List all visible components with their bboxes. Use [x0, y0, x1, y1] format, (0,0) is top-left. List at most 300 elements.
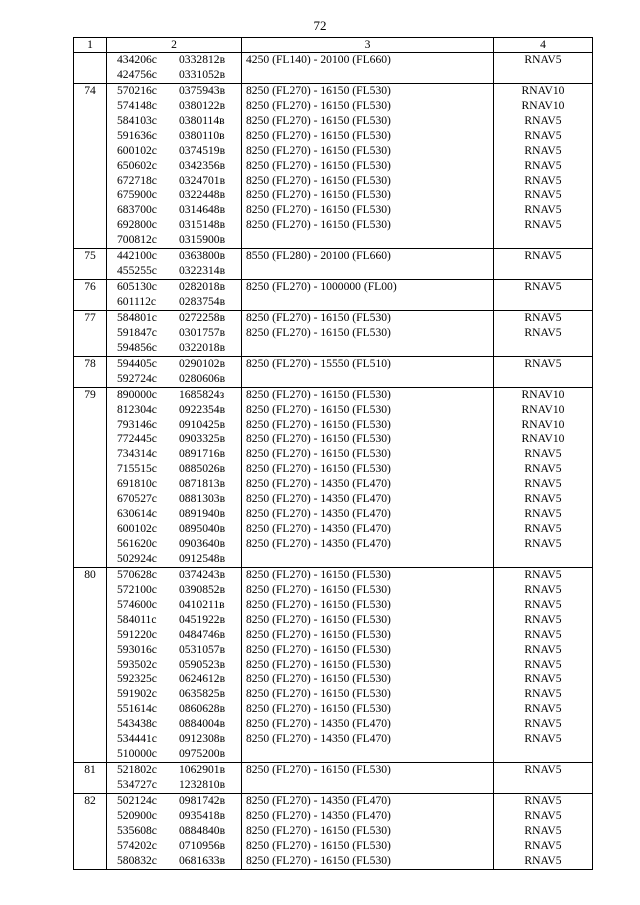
longitude: 0884004в — [179, 717, 226, 731]
longitude: 0903640в — [179, 537, 226, 550]
table-row — [74, 249, 593, 280]
coordinate-line — [117, 598, 241, 613]
flight-level-range: 8250 (FL270) - 16150 (FL530) — [246, 462, 391, 476]
latitude: 521802с — [117, 763, 157, 777]
navigation-spec — [494, 233, 592, 248]
route-number — [74, 53, 106, 68]
coordinate-line — [117, 357, 241, 372]
longitude: 0342356в — [179, 158, 226, 172]
navigation-spec: RNAV5 — [524, 522, 562, 536]
flight-level-range: 8250 (FL270) - 14350 (FL470) — [246, 793, 391, 807]
longitude: 0451922в — [179, 612, 226, 626]
longitude: 0322448в — [179, 188, 226, 202]
longitude: 0710956в — [179, 838, 226, 852]
coordinate-line — [117, 687, 241, 702]
coordinates-cell — [107, 310, 242, 356]
navigation-spec-cell — [494, 763, 593, 794]
flight-level-range — [246, 233, 493, 248]
longitude: 0301757в — [179, 325, 226, 339]
routes-table — [73, 37, 593, 870]
longitude: 0975200в — [179, 747, 226, 761]
navigation-spec: RNAV5 — [524, 507, 562, 521]
latitude: 534727с — [117, 778, 157, 791]
latitude: 434206с — [117, 53, 157, 66]
navigation-spec: RNAV5 — [524, 447, 562, 461]
table-row — [74, 793, 593, 869]
coordinate-line — [117, 613, 241, 628]
flight-level-range — [246, 778, 493, 793]
latitude: 793146с — [117, 417, 157, 431]
latitude: 591636с — [117, 128, 157, 142]
coordinate-line — [117, 129, 241, 144]
coordinate-line — [117, 763, 241, 778]
latitude: 650602с — [117, 158, 157, 172]
longitude: 0884840в — [179, 823, 226, 837]
flight-level-range: 8250 (FL270) - 14350 (FL470) — [246, 522, 391, 536]
coordinate-line — [117, 507, 241, 522]
longitude: 0282018в — [179, 280, 226, 294]
latitude: 584103с — [117, 113, 157, 127]
route-number: 82 — [84, 793, 96, 807]
coordinate-line — [117, 249, 241, 264]
longitude: 0935418в — [179, 808, 226, 822]
latitude: 594405с — [117, 356, 157, 370]
flight-levels-cell — [242, 83, 494, 248]
navigation-spec: RNAV10 — [521, 402, 565, 416]
flight-level-range: 8250 (FL270) - 16150 (FL530) — [246, 432, 391, 446]
latitude: 584011с — [117, 612, 157, 626]
table-row — [74, 53, 593, 84]
latitude: 692800с — [117, 218, 157, 232]
route-number-cell — [74, 356, 107, 387]
flight-levels-cell — [242, 356, 494, 387]
latitude: 502124с — [117, 793, 157, 807]
flight-level-range — [246, 372, 493, 387]
latitude: 691810с — [117, 477, 157, 491]
flight-level-range — [246, 68, 493, 83]
navigation-spec — [494, 747, 592, 762]
navigation-spec-cell — [494, 793, 593, 869]
navigation-spec: RNAV5 — [524, 567, 562, 581]
coordinate-line — [117, 839, 241, 854]
navigation-spec — [494, 778, 592, 793]
coordinate-line — [117, 84, 241, 99]
latitude: 502924с — [117, 551, 157, 565]
route-number: 77 — [84, 310, 96, 324]
navigation-spec — [494, 552, 592, 567]
coordinate-line — [117, 522, 241, 537]
coordinate-line — [117, 778, 241, 793]
latitude: 672718с — [117, 173, 157, 187]
navigation-spec: RNAV5 — [524, 325, 562, 339]
flight-level-range: 8250 (FL270) - 16150 (FL530) — [246, 657, 391, 671]
flight-levels-cell — [242, 387, 494, 567]
coordinate-line — [117, 643, 241, 658]
longitude: 0283754в — [179, 295, 226, 308]
flight-level-range: 8250 (FL270) - 1000000 (FL00) — [246, 280, 397, 294]
latitude: 424756с — [117, 67, 157, 81]
longitude: 0315900в — [179, 233, 226, 247]
latitude: 570216с — [117, 83, 157, 97]
coordinate-line — [117, 174, 241, 189]
navigation-spec: RNAV5 — [524, 143, 562, 157]
coordinate-line — [117, 732, 241, 747]
route-number: 80 — [84, 567, 96, 581]
navigation-spec: RNAV5 — [524, 793, 562, 807]
flight-levels-cell — [242, 793, 494, 869]
longitude: 0624612в — [179, 672, 226, 686]
latitude: 630614с — [117, 507, 157, 521]
coordinates-cell — [107, 763, 242, 794]
flight-level-range: 8250 (FL270) - 14350 (FL470) — [246, 492, 391, 506]
flight-level-range: 8250 (FL270) - 14350 (FL470) — [246, 732, 391, 746]
navigation-spec — [494, 264, 592, 279]
longitude: 0922354в — [179, 402, 226, 416]
coordinate-line — [117, 537, 241, 552]
coordinate-line — [117, 388, 241, 403]
navigation-spec: RNAV5 — [524, 702, 562, 716]
latitude: 584801с — [117, 310, 157, 324]
latitude: 812304с — [117, 402, 157, 416]
coordinate-line — [117, 568, 241, 583]
flight-level-range — [246, 295, 493, 310]
flight-level-range: 8250 (FL270) - 16150 (FL530) — [246, 642, 391, 656]
navigation-spec: RNAV5 — [524, 672, 562, 686]
longitude: 0881303в — [179, 492, 226, 506]
latitude: 591902с — [117, 687, 157, 701]
page-number: 72 — [313, 18, 327, 33]
flight-level-range: 8250 (FL270) - 14350 (FL470) — [246, 808, 391, 822]
longitude: 0903325в — [179, 432, 226, 446]
flight-level-range — [246, 264, 493, 279]
flight-level-range: 8250 (FL270) - 16150 (FL530) — [246, 853, 391, 867]
flight-level-range: 8250 (FL270) - 14350 (FL470) — [246, 537, 391, 550]
navigation-spec: RNAV5 — [524, 113, 562, 127]
table-row — [74, 763, 593, 794]
table-row — [74, 310, 593, 356]
flight-levels-cell — [242, 280, 494, 311]
navigation-spec: RNAV5 — [524, 173, 562, 187]
coordinate-line — [117, 372, 241, 387]
latitude: 520900с — [117, 808, 157, 822]
column-header-3: 3 — [242, 38, 494, 53]
coordinate-line — [117, 672, 241, 687]
route-number-cell — [74, 793, 107, 869]
route-number-cell — [74, 387, 107, 567]
navigation-spec: RNAV5 — [524, 823, 562, 837]
route-number: 75 — [84, 249, 96, 263]
navigation-spec: RNAV10 — [521, 417, 565, 431]
navigation-spec: RNAV5 — [524, 597, 562, 611]
latitude: 592325с — [117, 672, 157, 686]
navigation-spec-cell — [494, 280, 593, 311]
flight-level-range: 8250 (FL270) - 16150 (FL530) — [246, 173, 391, 187]
table-body — [74, 53, 593, 870]
latitude: 890000с — [117, 387, 157, 401]
flight-level-range: 8250 (FL270) - 16150 (FL530) — [246, 627, 391, 641]
flight-level-range: 8250 (FL270) - 16150 (FL530) — [246, 582, 391, 596]
latitude: 574600с — [117, 597, 157, 611]
latitude: 561620с — [117, 537, 157, 550]
table-row — [74, 356, 593, 387]
navigation-spec: RNAV5 — [524, 853, 562, 867]
navigation-spec: RNAV5 — [524, 310, 562, 324]
longitude: 1685824з — [179, 387, 225, 401]
flight-level-range: 8250 (FL270) - 16150 (FL530) — [246, 203, 391, 217]
latitude: 601112с — [117, 295, 157, 308]
latitude: 772445с — [117, 432, 157, 446]
flight-level-range: 8250 (FL270) - 16150 (FL530) — [246, 98, 391, 112]
latitude: 593502с — [117, 657, 157, 671]
column-header-4: 4 — [494, 38, 593, 53]
navigation-spec: RNAV5 — [524, 188, 562, 202]
longitude: 0380122в — [179, 98, 226, 112]
route-number: 79 — [84, 387, 96, 401]
longitude: 0374243в — [179, 567, 226, 581]
latitude: 715515с — [117, 462, 157, 476]
route-number-cell — [74, 763, 107, 794]
longitude: 0891716в — [179, 447, 226, 461]
coordinate-line — [117, 159, 241, 174]
longitude: 0315148в — [179, 218, 226, 232]
coordinates-cell — [107, 83, 242, 248]
navigation-spec: RNAV5 — [524, 477, 562, 491]
longitude: 0410211в — [179, 597, 225, 611]
navigation-spec — [494, 341, 592, 356]
flight-level-range: 8250 (FL270) - 16150 (FL530) — [246, 597, 391, 611]
navigation-spec: RNAV5 — [524, 53, 562, 66]
flight-level-range: 8250 (FL270) - 16150 (FL530) — [246, 218, 391, 232]
longitude: 0390852в — [179, 582, 226, 596]
latitude: 580832с — [117, 853, 157, 867]
flight-level-range: 8250 (FL270) - 15550 (FL510) — [246, 356, 391, 370]
column-header-1: 1 — [74, 38, 107, 53]
navigation-spec: RNAV5 — [524, 612, 562, 626]
navigation-spec: RNAV5 — [524, 128, 562, 142]
navigation-spec-cell — [494, 567, 593, 762]
navigation-spec — [494, 372, 592, 387]
coordinate-line — [117, 341, 241, 356]
latitude: 543438с — [117, 717, 157, 731]
table-row — [74, 83, 593, 248]
navigation-spec — [494, 68, 592, 83]
navigation-spec: RNAV5 — [524, 687, 562, 701]
longitude: 0484746в — [179, 627, 226, 641]
latitude: 574148с — [117, 98, 157, 112]
latitude: 600102с — [117, 522, 157, 536]
coordinates-cell — [107, 280, 242, 311]
coordinate-line — [117, 99, 241, 114]
flight-level-range: 8250 (FL270) - 16150 (FL530) — [246, 838, 391, 852]
flight-level-range: 8250 (FL270) - 16150 (FL530) — [246, 128, 391, 142]
route-number: 74 — [84, 83, 96, 97]
coordinate-line — [117, 418, 241, 433]
route-number-cell — [74, 567, 107, 762]
longitude: 1062901в — [179, 763, 226, 777]
latitude: 675900с — [117, 188, 157, 202]
navigation-spec: RNAV5 — [524, 642, 562, 656]
coordinate-line — [117, 492, 241, 507]
flight-level-range: 8250 (FL270) - 16150 (FL530) — [246, 188, 391, 202]
longitude: 0322018в — [179, 340, 226, 354]
longitude: 0910425в — [179, 417, 226, 431]
coordinate-line — [117, 326, 241, 341]
coordinates-cell — [107, 53, 242, 84]
navigation-spec — [494, 295, 592, 310]
navigation-spec: RNAV5 — [524, 732, 562, 746]
flight-level-range: 4250 (FL140) - 20100 (FL660) — [246, 53, 391, 66]
coordinate-line — [117, 295, 241, 310]
latitude: 591847с — [117, 325, 157, 339]
longitude: 0314648в — [179, 203, 226, 217]
navigation-spec: RNAV10 — [521, 432, 565, 446]
flight-level-range: 8250 (FL270) - 16150 (FL530) — [246, 325, 391, 339]
longitude: 0871813в — [179, 477, 226, 491]
longitude: 0590523в — [179, 657, 226, 671]
coordinate-line — [117, 628, 241, 643]
longitude: 0635825в — [179, 687, 226, 701]
navigation-spec: RNAV10 — [521, 98, 565, 112]
coordinate-line — [117, 477, 241, 492]
flight-levels-cell — [242, 249, 494, 280]
route-number-cell — [74, 83, 107, 248]
flight-level-range: 8250 (FL270) - 16150 (FL530) — [246, 83, 391, 97]
navigation-spec-cell — [494, 249, 593, 280]
flight-level-range: 8250 (FL270) - 16150 (FL530) — [246, 447, 391, 461]
longitude: 0290102в — [179, 356, 226, 370]
latitude: 574202с — [117, 838, 157, 852]
flight-level-range — [246, 552, 493, 567]
table-row — [74, 387, 593, 567]
coordinate-line — [117, 53, 241, 68]
navigation-spec-cell — [494, 356, 593, 387]
navigation-spec-cell — [494, 387, 593, 567]
navigation-spec: RNAV5 — [524, 717, 562, 731]
latitude: 591220с — [117, 627, 157, 641]
latitude: 572100с — [117, 582, 157, 596]
flight-levels-cell — [242, 567, 494, 762]
coordinate-line — [117, 311, 241, 326]
navigation-spec: RNAV5 — [524, 158, 562, 172]
latitude: 442100с — [117, 249, 157, 263]
coordinate-line — [117, 552, 241, 567]
latitude: 551614с — [117, 702, 157, 716]
flight-level-range: 8250 (FL270) - 16150 (FL530) — [246, 687, 391, 701]
coordinate-line — [117, 280, 241, 295]
flight-level-range: 8550 (FL280) - 20100 (FL660) — [246, 249, 391, 263]
flight-level-range: 8250 (FL270) - 16150 (FL530) — [246, 702, 391, 716]
coordinate-line — [117, 583, 241, 598]
flight-levels-cell — [242, 763, 494, 794]
longitude: 0912308в — [179, 732, 226, 746]
longitude: 0681633в — [179, 853, 226, 867]
latitude: 534441с — [117, 732, 157, 746]
coordinates-cell — [107, 567, 242, 762]
coordinate-line — [117, 68, 241, 83]
coordinate-line — [117, 233, 241, 248]
coordinates-cell — [107, 249, 242, 280]
flight-level-range — [246, 747, 493, 762]
flight-level-range: 8250 (FL270) - 16150 (FL530) — [246, 417, 391, 431]
navigation-spec: RNAV5 — [524, 537, 562, 550]
latitude: 455255с — [117, 264, 157, 278]
flight-level-range: 8250 (FL270) - 14350 (FL470) — [246, 477, 391, 491]
latitude: 570628с — [117, 567, 157, 581]
coordinate-line — [117, 403, 241, 418]
navigation-spec: RNAV5 — [524, 627, 562, 641]
navigation-spec: RNAV5 — [524, 808, 562, 822]
navigation-spec: RNAV5 — [524, 582, 562, 596]
flight-level-range — [246, 341, 493, 356]
longitude: 0280606в — [179, 371, 226, 385]
route-number-cell — [74, 249, 107, 280]
longitude: 0272258в — [179, 310, 226, 324]
coordinates-cell — [107, 793, 242, 869]
coordinate-line — [117, 188, 241, 203]
longitude: 0380114в — [179, 113, 225, 127]
latitude: 535608с — [117, 823, 157, 837]
coordinate-line — [117, 218, 241, 233]
navigation-spec: RNAV5 — [524, 249, 562, 263]
flight-level-range: 8250 (FL270) - 14350 (FL470) — [246, 507, 391, 521]
navigation-spec-cell — [494, 310, 593, 356]
coordinate-line — [117, 854, 241, 869]
longitude: 0375943в — [179, 83, 226, 97]
coordinate-line — [117, 658, 241, 673]
flight-level-range: 8250 (FL270) - 16150 (FL530) — [246, 672, 391, 686]
route-number: 81 — [84, 763, 96, 777]
flight-level-range: 8250 (FL270) - 16150 (FL530) — [246, 143, 391, 157]
longitude: 0324701в — [179, 173, 226, 187]
navigation-spec-cell — [494, 53, 593, 84]
table-row — [74, 280, 593, 311]
longitude: 0331052в — [179, 67, 226, 81]
longitude: 0531057в — [179, 642, 226, 656]
latitude: 683700с — [117, 203, 157, 217]
route-number: 78 — [84, 356, 96, 370]
flight-level-range: 8250 (FL270) - 16150 (FL530) — [246, 567, 391, 581]
coordinate-line — [117, 824, 241, 839]
longitude: 0363800в — [179, 249, 226, 263]
navigation-spec-cell — [494, 83, 593, 248]
navigation-spec: RNAV5 — [524, 838, 562, 852]
latitude: 700812с — [117, 233, 157, 247]
longitude: 0885026в — [179, 462, 226, 476]
header-row — [74, 38, 593, 53]
flight-level-range: 8250 (FL270) - 16150 (FL530) — [246, 113, 391, 127]
coordinate-line — [117, 717, 241, 732]
flight-level-range: 8250 (FL270) - 16150 (FL530) — [246, 158, 391, 172]
latitude: 600102с — [117, 143, 157, 157]
flight-level-range: 8250 (FL270) - 16150 (FL530) — [246, 310, 391, 324]
coordinate-line — [117, 809, 241, 824]
navigation-spec: RNAV5 — [524, 492, 562, 506]
navigation-spec: RNAV5 — [524, 218, 562, 232]
flight-level-range: 8250 (FL270) - 16150 (FL530) — [246, 387, 391, 401]
column-header-2: 2 — [107, 38, 242, 53]
longitude: 1232810в — [179, 778, 226, 791]
latitude: 670527с — [117, 492, 157, 506]
longitude: 0891940в — [179, 507, 226, 521]
flight-levels-cell — [242, 310, 494, 356]
navigation-spec: RNAV10 — [521, 387, 565, 401]
coordinate-line — [117, 794, 241, 809]
navigation-spec: RNAV5 — [524, 462, 562, 476]
coordinates-cell — [107, 387, 242, 567]
longitude: 0374519в — [179, 143, 226, 157]
latitude: 592724с — [117, 371, 157, 385]
longitude: 0981742в — [179, 793, 226, 807]
